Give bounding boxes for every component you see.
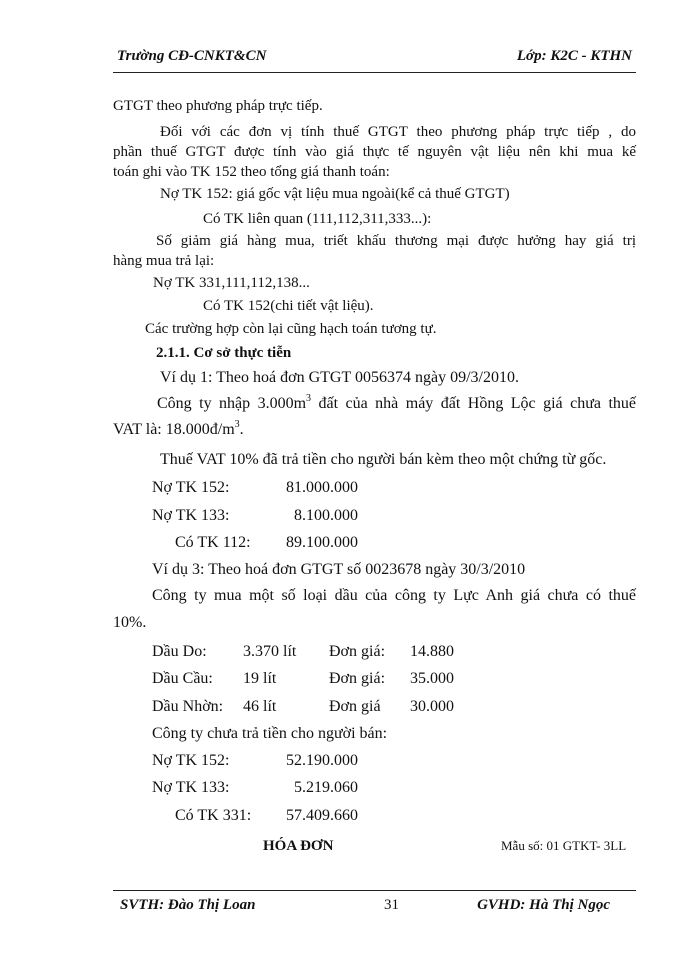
paragraph-line: Các trường hợp còn lại cũng hạch toán tương tự. [145,321,437,337]
invoice-title: HÓA ĐƠN [263,838,334,854]
form-number: Mẫu số: 01 GTKT- 3LL [501,838,627,853]
journal-entry-debit: Nợ TK 152: giá gốc vật liệu mua ngoài(kể cả thuế GTGT) [160,186,510,202]
footer-supervisor: GVHD: Hà Thị Ngọc [477,897,610,913]
example-heading: Ví dụ 1: Theo hoá đơn GTGT 0056374 ngày 09/3/2010. [160,369,519,386]
oil-name: Dầu Do: [152,643,207,660]
journal-entry-credit: Có TK liên quan (111,112,311,333...): [203,211,432,227]
oil-price: 30.000 [410,698,454,715]
page-header [113,48,636,72]
paragraph-line: Công ty mua một số loại dầu của công ty Lực Anh giá chưa có thuế [152,587,636,604]
paragraph-line: Đối với các đơn vị tính thuế GTGT theo phương pháp trực tiếp , do [160,124,636,140]
header-school: Trường CĐ-CNKT&CN [117,48,267,64]
entry-amount: 52.190.000 [286,752,358,769]
journal-entry-credit: Có TK 152(chi tiết vật liệu). [203,298,374,314]
header-class: Lớp: K2C - KTHN [516,48,632,64]
entry-amount: 57.409.660 [286,807,358,824]
oil-name: Dầu Cầu: [152,670,213,687]
paragraph-line: hàng mua trả lại: [113,253,215,269]
entry-account: Có TK 112: [175,534,251,551]
page-number: 31 [384,897,399,913]
example-heading: Ví dụ 3: Theo hoá đơn GTGT số 0023678 ngày 30/3/2010 [152,561,526,578]
entry-amount: 8.100.000 [294,507,358,524]
paragraph-line: GTGT theo phương pháp trực tiếp. [113,98,323,114]
oil-name: Dầu Nhờn: [152,698,224,715]
entry-account: Nợ TK 133: [152,779,230,796]
section-number: 2.1.1. [156,345,190,361]
entry-account: Nợ TK 152: [152,752,230,769]
oil-qty: 19 lít [243,670,277,687]
paragraph-line: 10%. [113,614,147,631]
section-title: Cơ sở thực tiễn [193,345,292,361]
entry-amount: 89.100.000 [286,534,358,551]
paragraph-line: toán ghi vào TK 152 theo tổng giá thanh toán: [113,164,390,180]
paragraph-line: Công ty chưa trả tiền cho người bán: [152,725,388,742]
oil-price-label: Đơn giá: [329,643,386,660]
entry-account: Nợ TK 152: [152,479,230,496]
entry-account: Nợ TK 133: [152,507,230,524]
entry-account: Có TK 331: [175,807,252,824]
oil-qty: 46 lít [243,698,277,715]
oil-price-label: Đơn giá: [329,670,386,687]
oil-price-label: Đơn giá [329,698,381,715]
paragraph-line: Thuế VAT 10% đã trả tiền cho người bán kèm theo một chứng từ gốc. [160,451,607,468]
paragraph-line: Công ty nhập $3.000m^3$ đất của nhà máy đất Hồng Lộc giá chưa thuế [157,392,637,412]
oil-price: 35.000 [410,670,454,687]
footer-student: SVTH: Đào Thị Loan [120,897,256,913]
section-heading [156,343,291,363]
footer-rule [113,890,636,891]
header-rule [113,72,636,73]
journal-entry-debit: Nợ TK 331,111,112,138... [153,275,310,291]
oil-price: 14.880 [410,643,454,660]
paragraph-line: VAT là: $18.000đ/m^3$. [113,418,244,438]
paragraph-line: Số giảm giá hàng mua, triết khấu thương mại được hưởng hay giá trị [156,233,636,249]
entry-amount: 5.219.060 [294,779,358,796]
oil-qty: 3.370 lít [243,643,297,660]
entry-amount: 81.000.000 [286,479,358,496]
paragraph-line: phần thuế GTGT được tính vào giá thực tế nguyên vật liệu nên khi mua kế [113,144,636,160]
